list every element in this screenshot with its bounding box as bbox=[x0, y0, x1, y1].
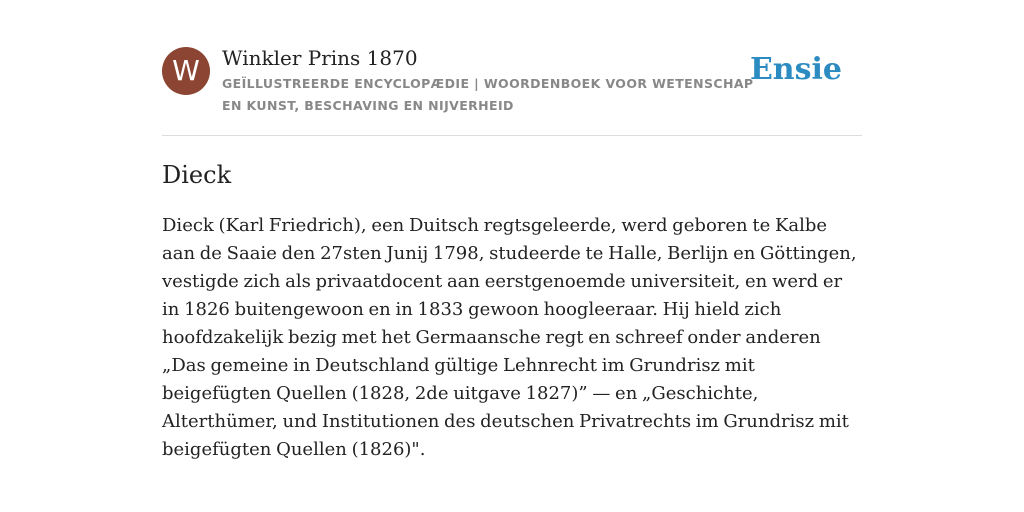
source-header bbox=[162, 0, 862, 136]
source-info bbox=[222, 44, 762, 117]
source-avatar[interactable]: W bbox=[162, 47, 210, 95]
ensie-logo[interactable]: Ensie bbox=[749, 52, 842, 87]
entry-title: Dieck bbox=[162, 161, 232, 189]
source-subtitle: GEÏLLUSTREERDE ENCYCLOPÆDIE | WOORDENBOEK VOOR WETENSCHAP EN KUNST, BESCHAVING EN NIJVERHEID bbox=[222, 76, 754, 113]
entry-body: Dieck (Karl Friedrich), een Duitsch regtsgeleerde, werd geboren te Kalbe aan de Saaie den 27sten Junij 1798, studeerde te Halle, Berlijn en Göttingen, vestigde zich als privaatdocent aan eerstgenoemde universiteit, en werd er in 1826 buitengewoon en in 1833 gewoon hoogleeraar. Hij hield zich hoofdzakelijk bezig met het Germaansche regt en schreef onder anderen „Das gemeine in Deutschland gültige Lehnrecht im Grundrisz mit beigefügten Quellen (1828, 2de uitgave 1827)” — en „Geschichte, Alterthümer, und Institutionen des deutschen Privatrechts im Grundrisz mit beigefügten Quellen (1826)". bbox=[162, 215, 857, 460]
source-title[interactable]: Winkler Prins 1870 bbox=[222, 46, 418, 70]
entry-card bbox=[162, 0, 862, 464]
